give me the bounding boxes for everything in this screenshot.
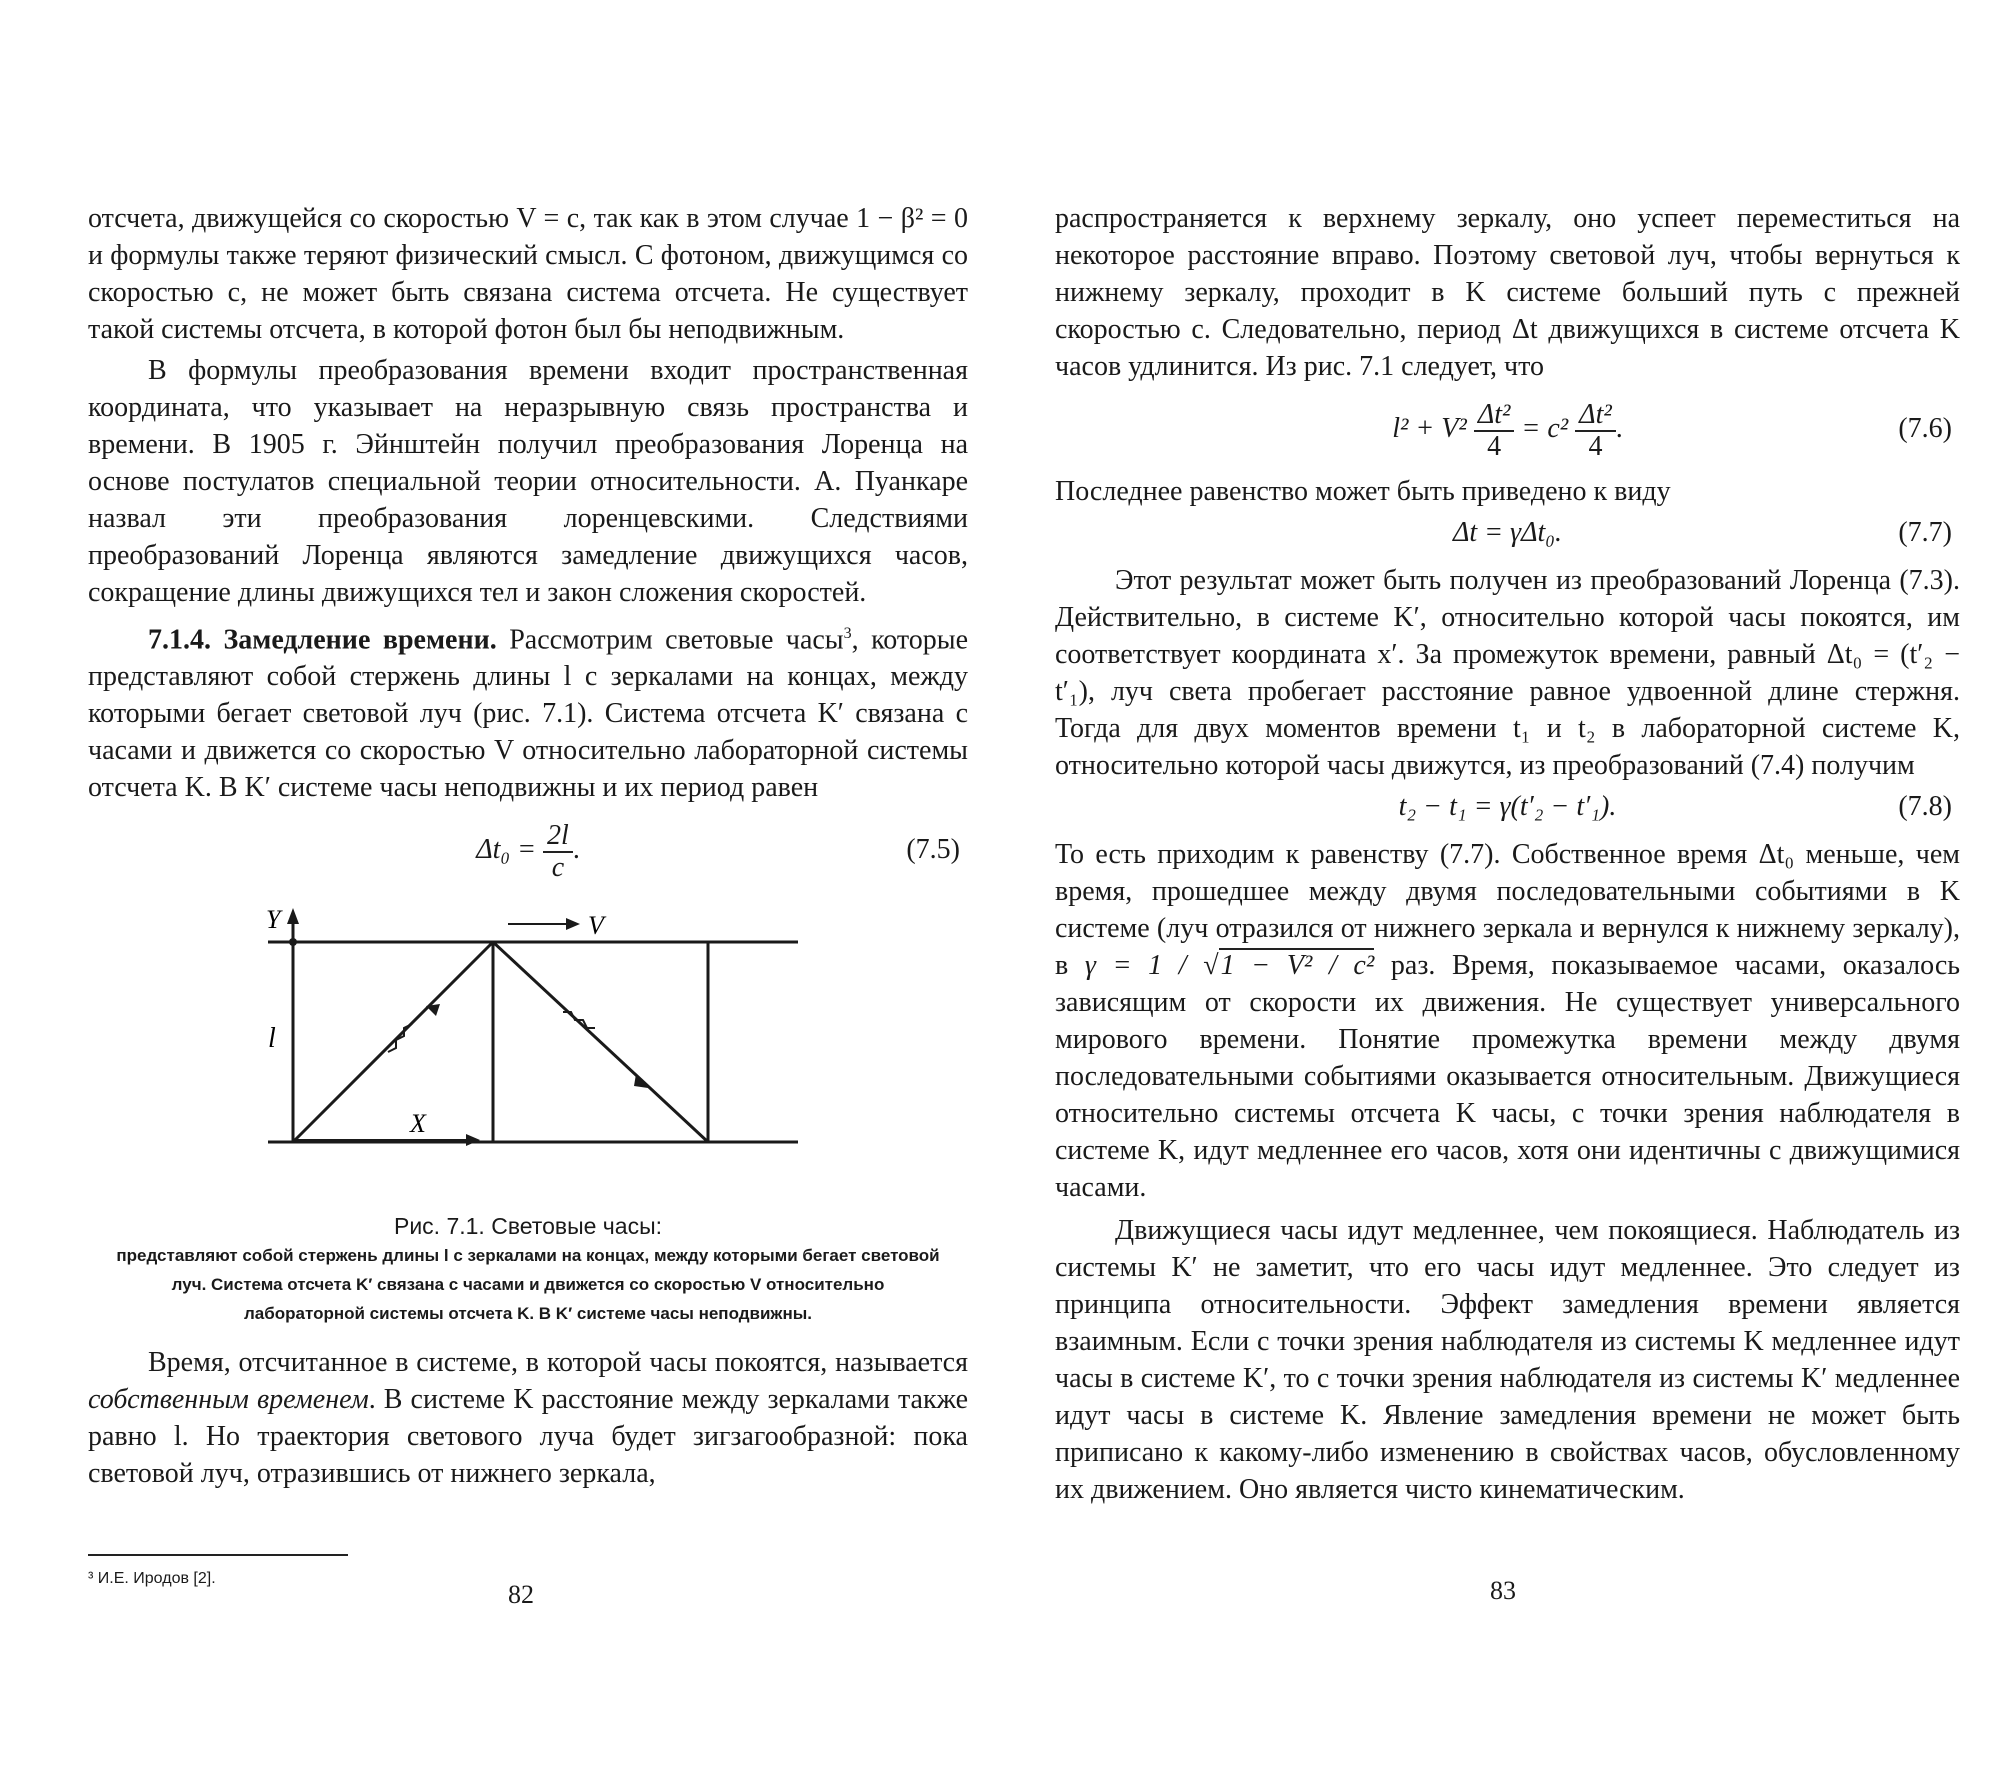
eq76-fraction-1 (1474, 400, 1515, 462)
ray-down (493, 942, 708, 1142)
eq75-tail: . (572, 834, 580, 866)
equation-7-6 (1055, 389, 1960, 469)
eq78-label: (7.8) (1898, 791, 1952, 822)
eq75-fraction (543, 821, 573, 883)
equation-7-7 (1055, 514, 1960, 558)
left-paragraph-1: отсчета, движущейся со скоростью V = c, так как в этом случае 1 − β² = 0 и формулы также теряют физический смысл. С фотоном, движущимся со скоростью c, не может быть связана система отсчета. Не существует такой системы отсчета, в которой фотон был бы неподвижным. (88, 203, 968, 345)
eq75-label: (7.5) (906, 834, 960, 866)
eq75-numerator: 2l (543, 821, 573, 853)
v-arrow-head (566, 918, 580, 930)
proper-time-term: собственным временем (88, 1384, 369, 1416)
equation-7-5 (88, 810, 968, 890)
label-v: V (588, 911, 604, 941)
left-paragraph-2: В формулы преобразования времени входит пространственная координата, что указывает на неразрывную связь пространства и времени. В 1905 г. Эйнштейн получил преобразования Лоренца на основе постулатов специальной теории относительности. А. Пуанкаре назвал эти преобразования лоренцевскими. Следствиями преобразований Лоренца являются замедление движущихся часов, сокращение длины движущихся тел и закон сложения скоростей. (88, 355, 968, 608)
mirror-point (289, 938, 297, 946)
eq76-num-1: Δt² (1474, 400, 1515, 432)
left-paragraph-4-a: Время, отсчитанное в системе, в которой часы покоятся, называется (148, 1347, 968, 1379)
right-paragraph-4-b: раз. Время, показываемое часами, оказалось зависящим от скорости их движения. Не существует универсального мирового времени. Понятие промежутка времени между двумя последовательными событиями оказывается относительным. Движущиеся относительно системы отсчета K часы, с точки зрения наблюдателя в системе K, идут медленнее его часов, хотя они идентичны с движущимися часами. (1055, 950, 1961, 1203)
ray-up-arrow-head (426, 1004, 440, 1016)
right-page (1055, 200, 1961, 1605)
label-x: X (410, 1109, 426, 1139)
footnote-separator (88, 1554, 348, 1556)
left-paragraph-3-a: Рассмотрим световые часы (496, 624, 844, 656)
figure-caption-title: Рис. 7.1. Световые часы: (393, 1213, 662, 1240)
eq76-fraction-2 (1575, 400, 1616, 462)
eq76-a: l² + V² (1392, 413, 1467, 444)
gamma-root: 1 − V² / c² (1220, 950, 1375, 981)
label-l: l (268, 1023, 276, 1055)
eq75-denominator: c (551, 851, 565, 883)
right-paragraph-3: Этот результат может быть получен из преобразований Лоренца (7.3). Действительно, в системе K′, относительно которой часы покоятся, им соответствует координата x′. За промежуток времени, равный Δt₀ = (t′₂ − t′₁), луч света пробегает расстояние равное удвоенной длине стержня. Тогда для двух моментов времени t₁ и t₂ в лабораторной системе K, относительно которой часы движутся, из преобразований (7.4) получим (1055, 565, 1960, 781)
eq76-b: = c² (1521, 413, 1569, 444)
wave-down (563, 1012, 595, 1028)
left-page (88, 200, 968, 1609)
eq76-num-2: Δt² (1575, 400, 1616, 432)
y-arrow-head (287, 908, 299, 924)
label-y: Y (266, 905, 281, 935)
x-arrow-head (466, 1134, 480, 1146)
right-paragraph-4 (1055, 836, 1960, 1206)
light-clock-diagram (88, 902, 968, 1202)
right-paragraph-4-a: То есть приходим к равенству (7.7). Собственное время Δt₀ меньше, чем время, прошедшее между двумя последовательными событиями в K системе (луч отразился от нижнего зеркала и вернулся к нижнему зеркалу), в (1055, 839, 1960, 981)
equation-7-8 (1055, 788, 1960, 832)
section-heading: 7.1.4. Замедление времени. (148, 624, 497, 656)
eq76-tail: . (1615, 413, 1623, 444)
eq76-den-1: 4 (1487, 430, 1502, 462)
eq75-lhs: Δt₀ = (476, 834, 537, 866)
ray-up (293, 942, 493, 1142)
eq77-body: Δt = γΔt₀. (1452, 517, 1563, 548)
gamma-formula: γ = 1 / √ (1084, 950, 1219, 981)
ray-down-arrow-head (634, 1074, 648, 1088)
left-page-number: 82 (508, 1580, 534, 1609)
left-paragraph-4 (88, 1344, 968, 1492)
figure-caption-body: представляют собой стержень длины l с зеркалами на концах, между которыми бегает световой луч. Система отсчета K′ связана с часами и движется со скоростью V относительно лабораторной системы отсчета K. В K′ системе часы неподвижны. (116, 1246, 940, 1324)
figure-7-1 (88, 902, 968, 1322)
eq77-label: (7.7) (1898, 517, 1952, 548)
footnote-text: ³ И.Е. Иродов [2]. (88, 1570, 216, 1588)
right-paragraph-1: распространяется к верхнему зеркалу, оно успеет переместиться на некоторое расстояние вправо. Поэтому световой луч, чтобы вернуться к нижнему зеркалу, проходит в K системе больший путь с прежней скоростью c. Следовательно, период Δt движущихся в системе отсчета K часов удлинится. Из рис. 7.1 следует, что (1055, 203, 1960, 382)
left-paragraph-3-b: , которые представляют собой стержень длины l с зеркалами на концах, между которыми бегает световой луч (рис. 7.1). Система отсчета K′ связана с часами и движется со скоростью V относительно лабораторной системы отсчета K. В K′ системе часы неподвижны и их период равен (88, 624, 968, 804)
right-page-number: 83 (1490, 1576, 1516, 1605)
eq76-label: (7.6) (1898, 413, 1952, 444)
footnote-ref: 3 (843, 625, 852, 642)
left-paragraph-4-b: . В системе K расстояние между зеркалами также равно l. Но траектория светового луча будет зигзагообразной: пока световой луч, отразившись от нижнего зеркала, (88, 1384, 968, 1490)
eq78-body: t₂ − t₁ = γ(t′₂ − t′₁). (1398, 791, 1617, 822)
right-paragraph-2: Последнее равенство может быть приведено к виду (1055, 476, 1671, 507)
eq76-den-2: 4 (1588, 430, 1603, 462)
left-paragraph-3 (88, 615, 968, 806)
right-paragraph-5: Движущиеся часы идут медленнее, чем покоящиеся. Наблюдатель из системы K′ не заметит, что его часы идут медленнее. Это следует из принципа относительности. Эффект замедления времени является взаимным. Если с точки зрения наблюдателя из системы K медленнее идут часы в системе K′, то с точки зрения наблюдателя из системы K′ медленнее идут часы в системе K. Явление замедления времени не может быть приписано к какому-либо изменению в свойствах часов, обусловленному их движением. Оно является чисто кинематическим. (1055, 1215, 1960, 1505)
